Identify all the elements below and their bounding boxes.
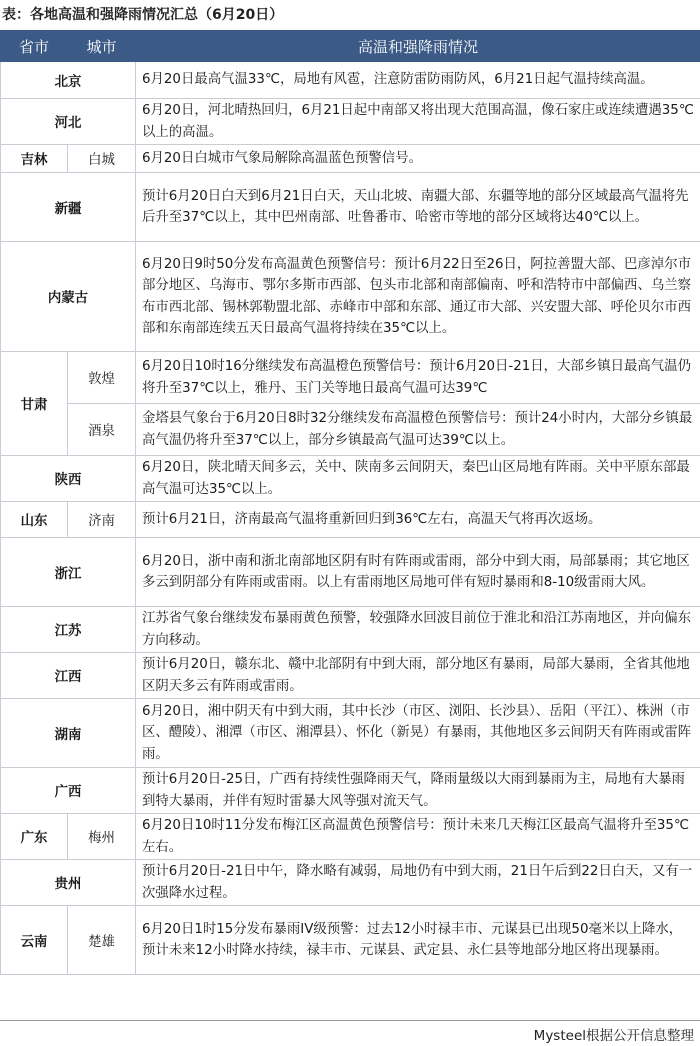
header-description: 高温和强降雨情况 xyxy=(136,31,700,62)
table-row xyxy=(1,653,700,699)
province-cell: 北京 xyxy=(1,62,136,99)
province-cell: 贵州 xyxy=(1,860,136,906)
table-row xyxy=(1,404,700,456)
table-row xyxy=(1,906,700,975)
province-cell: 山东 xyxy=(1,502,68,538)
province-cell: 内蒙古 xyxy=(1,242,136,352)
province-cell: 河北 xyxy=(1,99,136,145)
province-cell: 甘肃 xyxy=(1,352,68,456)
table-row xyxy=(1,768,700,814)
table-row xyxy=(1,456,700,502)
description-cell: 江苏省气象台继续发布暴雨黄色预警，较强降水回波目前位于淮北和沿江苏南地区，并向偏东方向移动。 xyxy=(136,607,700,653)
description-cell: 预计6月20日-21日中午，降水略有减弱，局地仍有中到大雨，21日午后到22日白天，又有一次强降水过程。 xyxy=(136,860,700,906)
description-cell: 6月20日白城市气象局解除高温蓝色预警信号。 xyxy=(136,145,700,173)
province-cell: 江西 xyxy=(1,653,136,699)
province-cell: 吉林 xyxy=(1,145,68,173)
table-row xyxy=(1,173,700,242)
table-row xyxy=(1,502,700,538)
description-cell: 金塔县气象台于6月20日8时32分继续发布高温橙色预警信号：预计24小时内，大部分乡镇最高气温仍将升至37℃以上，部分乡镇最高气温可达39℃以上。 xyxy=(136,404,700,456)
city-cell: 酒泉 xyxy=(68,404,136,456)
description-cell: 6月20日最高气温33℃，局地有风雹，注意防雷防雨防风，6月21日起气温持续高温。 xyxy=(136,62,700,99)
header-city: 城市 xyxy=(68,31,136,62)
description-cell: 6月20日10时11分发布梅江区高温黄色预警信号：预计未来几天梅江区最高气温将升至35℃左右。 xyxy=(136,814,700,860)
description-cell: 预计6月21日，济南最高气温将重新回归到36℃左右，高温天气将再次返场。 xyxy=(136,502,700,538)
province-cell: 新疆 xyxy=(1,173,136,242)
table-caption: 表：各地高温和强降雨情况汇总（6月20日） xyxy=(2,3,283,27)
province-cell: 浙江 xyxy=(1,538,136,607)
description-cell: 预计6月20日-25日，广西有持续性强降雨天气，降雨量级以大雨到暴雨为主，局地有大暴雨到特大暴雨，并伴有短时雷暴大风等强对流天气。 xyxy=(136,768,700,814)
province-cell: 广西 xyxy=(1,768,136,814)
description-cell: 6月20日，河北晴热回归，6月21日起中南部又将出现大范围高温，像石家庄或连续遭遇35℃以上的高温。 xyxy=(136,99,700,145)
city-cell: 楚雄 xyxy=(68,906,136,975)
table-row xyxy=(1,860,700,906)
table-row xyxy=(1,145,700,173)
footer xyxy=(0,1020,700,1046)
table-row xyxy=(1,538,700,607)
province-cell: 江苏 xyxy=(1,607,136,653)
description-cell: 6月20日10时16分继续发布高温橙色预警信号：预计6月20日-21日，大部乡镇日最高气温仍将升至37℃以上，雅丹、玉门关等地日最高气温可达39℃ xyxy=(136,352,700,404)
description-cell: 6月20日9时50分发布高温黄色预警信号：预计6月22日至26日，阿拉善盟大部、巴彦淖尔市部分地区、乌海市、鄂尔多斯市西部、包头市北部和南部偏南、呼和浩特市中部偏西、乌兰察布市西北部、锡林郭勒盟北部、赤峰市中部和东部、通辽市大部、兴安盟大部、呼伦贝尔市西部和东南部连续五天日最高气温将持续在35℃以上。 xyxy=(136,242,700,352)
city-cell: 梅州 xyxy=(68,814,136,860)
header-province: 省市 xyxy=(1,31,68,62)
description-cell: 6月20日1时15分发布暴雨IV级预警：过去12小时禄丰市、元谋县已出现50毫米以上降水，预计未来12小时降水持续，禄丰市、元谋县、武定县、永仁县等地部分地区将出现暴雨。 xyxy=(136,906,700,975)
description-cell: 6月20日，湘中阴天有中到大雨，其中长沙（市区、浏阳、长沙县）、岳阳（平江）、株洲（市区、醴陵）、湘潭（市区、湘潭县）、怀化（新晃）有暴雨，其他地区多云间阴天有阵雨或雷阵雨。 xyxy=(136,699,700,768)
table-row xyxy=(1,814,700,860)
city-cell: 济南 xyxy=(68,502,136,538)
source-note: Mysteel根据公开信息整理 xyxy=(534,1024,694,1044)
city-cell: 白城 xyxy=(68,145,136,173)
description-cell: 6月20日，浙中南和浙北南部地区阴有时有阵雨或雷雨，部分中到大雨，局部暴雨；其它地区多云到阴部分有阵雨或雷雨。以上有雷雨地区局地可伴有短时暴雨和8-10级雷雨大风。 xyxy=(136,538,700,607)
table-header-row xyxy=(1,31,700,62)
province-cell: 湖南 xyxy=(1,699,136,768)
table-row xyxy=(1,62,700,99)
table-row xyxy=(1,607,700,653)
table-row xyxy=(1,99,700,145)
province-cell: 云南 xyxy=(1,906,68,975)
table-row xyxy=(1,242,700,352)
table-body xyxy=(1,62,700,975)
province-cell: 陕西 xyxy=(1,456,136,502)
description-cell: 预计6月20日，赣东北、赣中北部阴有中到大雨，部分地区有暴雨，局部大暴雨，全省其他地区阴天多云有阵雨或雷雨。 xyxy=(136,653,700,699)
table-row xyxy=(1,699,700,768)
weather-summary-table xyxy=(0,30,700,975)
city-cell: 敦煌 xyxy=(68,352,136,404)
province-cell: 广东 xyxy=(1,814,68,860)
description-cell: 预计6月20日白天到6月21日白天，天山北坡、南疆大部、东疆等地的部分区域最高气温将先后升至37℃以上，其中巴州南部、吐鲁番市、哈密市等地的部分区域将达40℃以上。 xyxy=(136,173,700,242)
description-cell: 6月20日，陕北晴天间多云，关中、陕南多云间阴天，秦巴山区局地有阵雨。关中平原东部最高气温可达35℃以上。 xyxy=(136,456,700,502)
table-row xyxy=(1,352,700,404)
